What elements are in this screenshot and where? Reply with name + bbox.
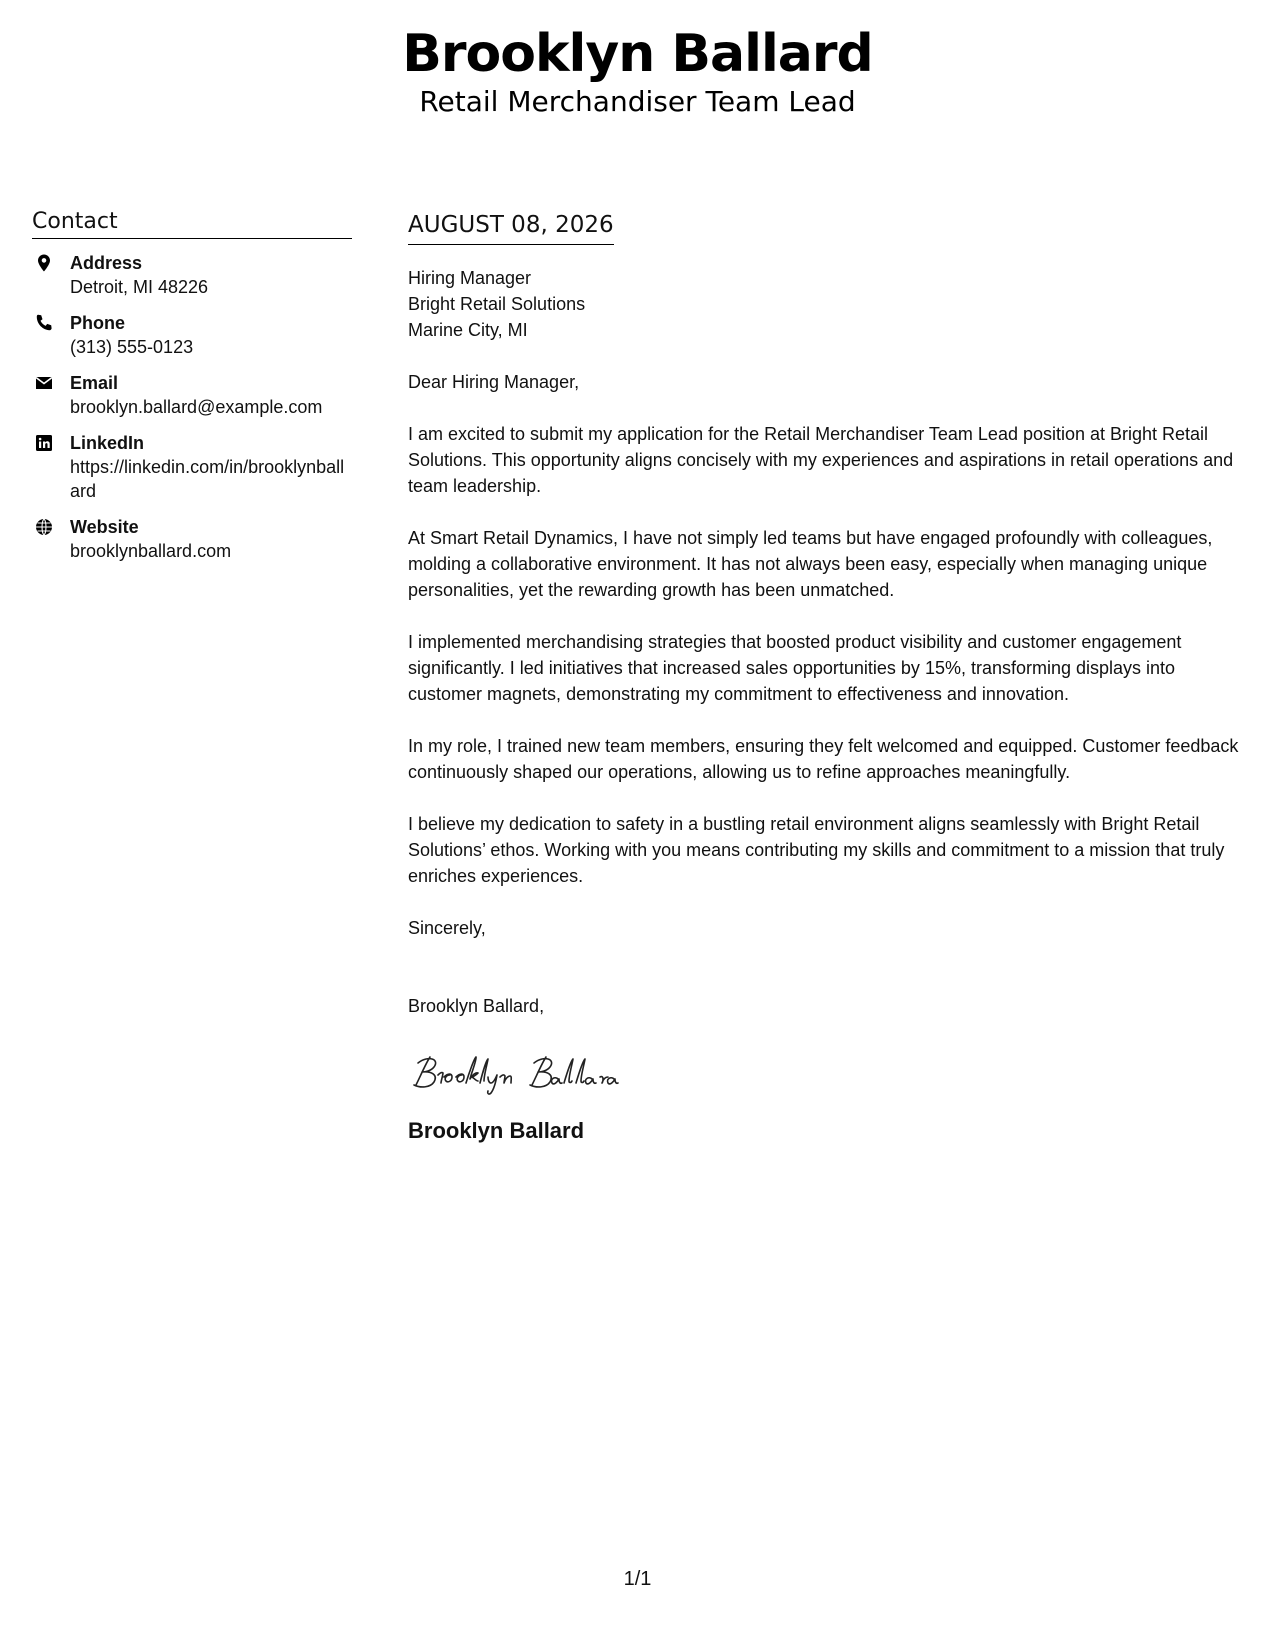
phone-label: Phone [70,313,126,333]
contact-website [32,515,352,563]
letter-paragraph: I implemented merchandising strategies that boosted product visibility and customer engagement significantly. I led initiatives that increased sales opportunities by 15%, transforming displays into customer magnets, demonstrating my commitment to effectiveness and innovation. [408,632,1182,704]
address-value: Detroit, MI 48226 [70,277,209,297]
page-number: 1/1 [623,1568,652,1590]
contact-phone [32,311,352,359]
recipient-company: Bright Retail Solutions [408,294,586,314]
letter-paragraph: In my role, I trained new team members, ensuring they felt welcomed and equipped. Customer feedback continuously shaped our operations, allowing us to refine approaches meaningfully. [408,736,1239,782]
email-label: Email [70,373,119,393]
recipient-block [408,265,1254,343]
job-title: Retail Merchandiser Team Lead [419,85,856,118]
phone-value[interactable]: (313) 555-0123 [70,337,194,357]
letter-body [408,208,1254,1145]
email-value[interactable]: brooklyn.ballard@example.com [70,397,323,417]
website-label: Website [70,517,139,537]
letter-paragraph: I am excited to submit my application for the Retail Merchandiser Team Lead position at Bright Retail Solutions. This opportunity aligns concisely with my experiences and aspirations in retail operations and team leadership. [408,424,1234,496]
signer-name: Brooklyn Ballard [408,1118,585,1143]
applicant-name: Brooklyn Ballard [402,24,873,84]
contact-email [32,371,352,419]
linkedin-icon [34,433,54,453]
map-pin-icon [34,253,54,273]
letter-paragraph: At Smart Retail Dynamics, I have not simply led teams but have engaged profoundly with colleagues, molding a collaborative environment. It has not always been easy, especially when managing unique personalities, yet the rewarding growth has been unmatched. [408,528,1213,600]
recipient-name: Hiring Manager [408,268,532,288]
linkedin-label: LinkedIn [70,433,145,453]
letter-date: AUGUST 08, 2026 [408,208,614,245]
letter-header [0,22,1275,120]
contact-section-title: Contact [32,208,352,239]
closing: Sincerely, [408,918,486,938]
phone-icon [34,313,54,333]
handwritten-signature [408,1049,1254,1097]
website-value[interactable]: brooklynballard.com [70,541,232,561]
globe-icon [34,517,54,537]
contact-address [32,251,352,299]
linkedin-value[interactable]: https://linkedin.com/in/brooklynballard [70,457,345,501]
signer-line: Brooklyn Ballard, [408,996,545,1016]
contact-sidebar [32,208,352,575]
recipient-location: Marine City, MI [408,320,528,340]
letter-paragraph: I believe my dedication to safety in a bustling retail environment aligns seamlessly with Bright Retail Solutions’ ethos. Working with you means contributing my skills and commitment to a mission that truly enriches experiences. [408,814,1225,886]
address-label: Address [70,253,143,273]
salutation: Dear Hiring Manager, [408,372,580,392]
contact-linkedin [32,431,352,503]
envelope-icon [34,373,54,393]
